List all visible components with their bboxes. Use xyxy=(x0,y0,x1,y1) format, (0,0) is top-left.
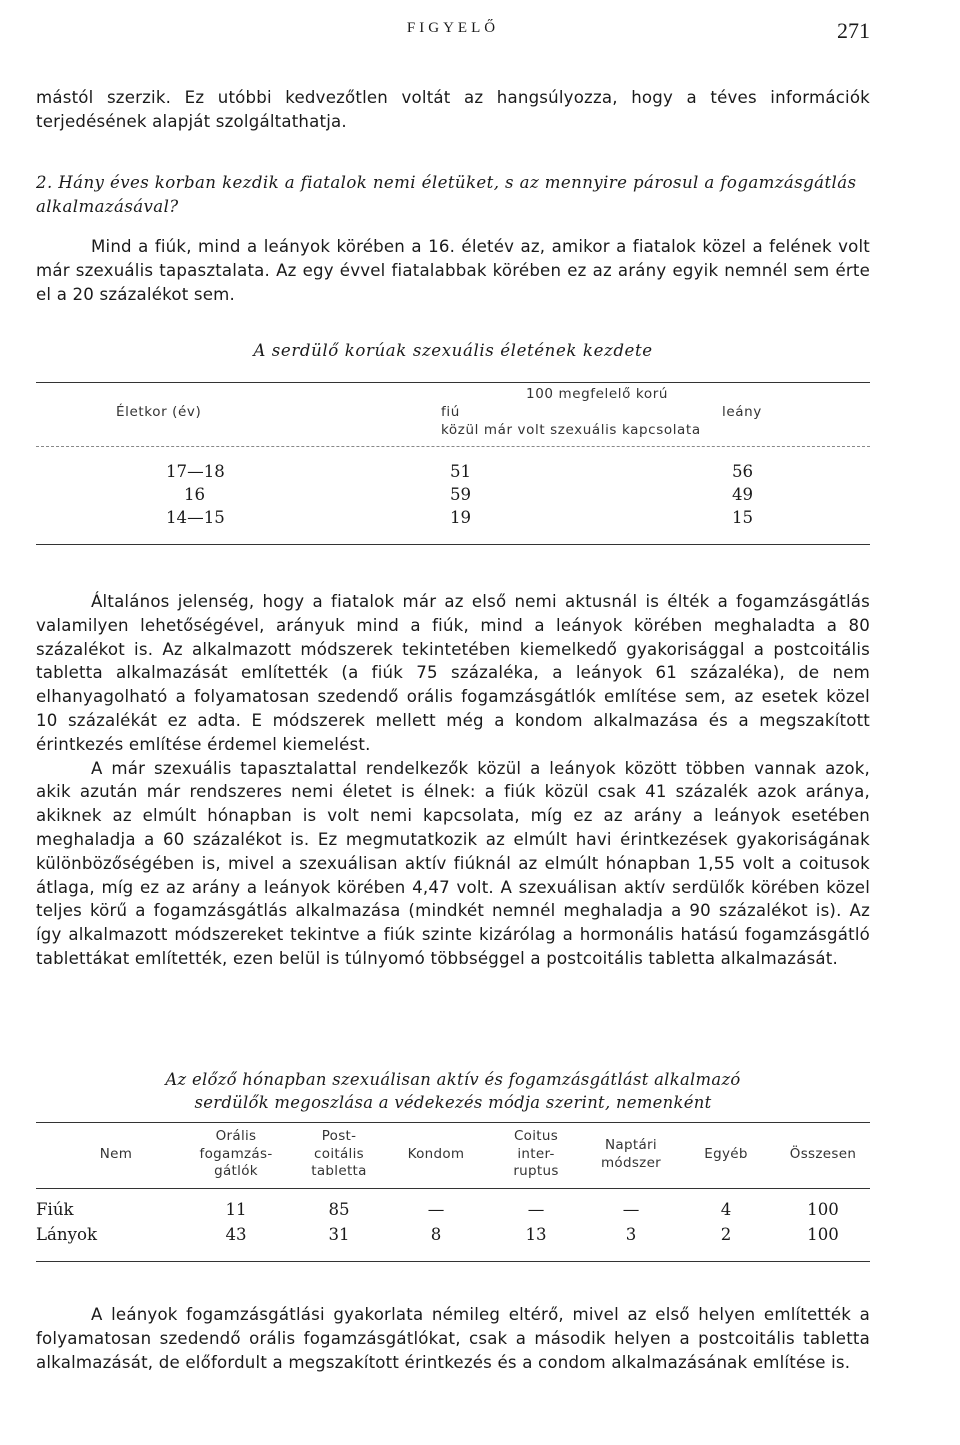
table2-naptari: 3 xyxy=(625,1225,637,1244)
table-row xyxy=(36,485,870,507)
table2-oral: 43 xyxy=(225,1225,247,1244)
table-row xyxy=(36,462,870,484)
table1-boy-value: 51 xyxy=(450,462,472,481)
table1-girl-value: 49 xyxy=(732,485,754,504)
table2-kondom: 8 xyxy=(430,1225,442,1244)
table2-col-oral-l1: Orális xyxy=(215,1128,257,1144)
table1-title: A serdülő korúak szexuális életének kezdete xyxy=(253,341,653,360)
table1-col-subheader: közül már volt szexuális kapcsolata xyxy=(441,422,701,438)
table1-header xyxy=(36,386,870,442)
table2-col-coitus xyxy=(491,1128,581,1181)
table2-header-rule xyxy=(36,1188,870,1189)
paragraph-continued: mástól szerzik. Ez utóbbi kedvezőtlen voltát az hangsúlyozza, hogy a téves információk terjedésének alapját szolgáltathatja. xyxy=(36,88,870,131)
table2-post: 85 xyxy=(328,1200,350,1219)
table2-col-naptari-l2: módszer xyxy=(600,1154,662,1171)
table2-title-line1: Az előző hónapban szexuálisan aktív és fogamzásgátlást alkalmazó xyxy=(165,1070,741,1089)
table2-title xyxy=(36,1068,870,1114)
table2-coitus: — xyxy=(527,1200,545,1219)
paragraph-contraception-first: Általános jelenség, hogy a fiatalok már az első nemi aktusnál is élték a fogamzásgátlás valamilyen lehetőségével, arányuk mind a fiúk, mind a leányok körében meghaladta a 80 százalékot is. Az alkalmazott módszerek tekintetében kiemelkedő gyakorisággal a postcoitális tabletta alkalmazását említették (a fiúk 75 százaléka, a leányok 61 százaléka), de nem elhanyagolható a folyamatosan szedendő orális fogamzásgátlók említése sem, az esetek közel 10 százalékát ez adta. E módszerek mellett még a kondom alkalmazása és a megszakított érintkezés említése érdemel kiemelést. xyxy=(36,592,870,754)
table2-title-line2: serdülők megoszlása a védekezés módja szerint, nemenként xyxy=(194,1093,712,1112)
table2-col-coitus-l1: Coitus xyxy=(513,1128,559,1144)
table2-egyeb: 2 xyxy=(720,1225,732,1244)
table1-bottom-rule xyxy=(36,544,870,545)
table2-osszesen: 100 xyxy=(807,1225,839,1244)
table2-col-nem: Nem xyxy=(99,1146,133,1162)
table2-col-oral xyxy=(186,1128,286,1181)
table-row xyxy=(36,508,870,530)
table1-col-age: Életkor (év) xyxy=(116,404,202,420)
table2-col-coitus-l2: inter- xyxy=(517,1145,555,1162)
table1-top-rule xyxy=(36,382,870,383)
table2-coitus: 13 xyxy=(525,1225,547,1244)
table1-col-boy: fiú xyxy=(441,404,460,420)
paragraph-girls-practice: A leányok fogamzásgátlási gyakorlata némileg eltérő, mivel az első helyen említették a folyamatosan szedendő orális fogamzásgátlókat, csak a második helyen a postcoitális tabletta alkalmazását, de előfordult a megszakított érintkezés és a condom alkalmazásának említése is. xyxy=(36,1305,870,1372)
table2-header xyxy=(36,1128,870,1184)
table2-col-post xyxy=(294,1128,384,1181)
table2-col-egyeb: Egyéb xyxy=(704,1146,748,1162)
table2-col-coitus-l3: ruptus xyxy=(513,1163,559,1179)
table2-nem: Fiúk xyxy=(36,1200,74,1219)
table1-col-group: 100 megfelelő korú xyxy=(526,386,669,402)
page-number: 271 xyxy=(837,18,870,43)
page-header xyxy=(36,16,870,56)
table2-col-post-l3: tabletta xyxy=(311,1163,367,1179)
table2-bottom-rule xyxy=(36,1261,870,1262)
table2-col-post-l1: Post- xyxy=(321,1128,357,1144)
table1-boy-value: 59 xyxy=(450,485,472,504)
table2-col-kondom: Kondom xyxy=(407,1146,465,1162)
table2-osszesen: 100 xyxy=(807,1200,839,1219)
table2-naptari: — xyxy=(622,1200,640,1219)
paragraph-first-sex-age: Mind a fiúk, mind a leányok körében a 16. életév az, amikor a fiatalok közel a felének volt már szexuális tapasztalata. Az egy évvel fiatalabbak körében ez az arány egyik nemnél sem érte el a 20 százalékot sem. xyxy=(36,237,870,304)
table2-nem: Lányok xyxy=(36,1225,98,1244)
table2-post: 31 xyxy=(328,1225,350,1244)
table1-boy-value: 19 xyxy=(450,508,472,527)
table2-col-post-l2: coitális xyxy=(314,1145,364,1162)
section-question: 2. Hány éves korban kezdik a fiatalok nemi életüket, s az mennyire párosul a fogamzásgátlás alkalmazásával? xyxy=(36,173,857,216)
table2-col-oral-l3: gátlók xyxy=(214,1163,258,1179)
table2-oral: 11 xyxy=(225,1200,247,1219)
table2-col-naptari-l1: Naptári xyxy=(605,1137,657,1153)
paragraph-contraception-active: A már szexuális tapasztalattal rendelkezők közül a leányok között többen vannak azok, akik azután már rendszeres nemi életet is élnek: a fiúk közül csak 41 százalék azok aránya, akiknek az elmúlt hónapban is volt nemi kapcsolata, míg ez az arány a leányok esetében meghaladja a 60 százalékot is. Ez megmutatkozik az elmúlt havi érintkezések gyakoriságának különbözőségében is, mivel a szexuálisan aktív fiúknál az elmúlt hónapban 1,55 volt a coitusok átlaga, míg ez az arány a leányok körében 4,47 volt. A szexuálisan aktív serdülők körében közel teljes körű a fogamzásgátlás alkalmazása (mindkét nemnél meghaladja a 90 százalékot is). Az így alkalmazott módszereket tekintve a fiúk szinte kizárólag a hormonális hatású fogamzásgátló tablettákat említették, ezen belül is túlnyomó többséggel a postcoitális tabletta alkalmazását. xyxy=(36,758,870,968)
table-row xyxy=(36,1225,870,1249)
table1-girl-value: 56 xyxy=(732,462,754,481)
table1-age: 17—18 xyxy=(166,462,225,481)
table2-col-osszesen: Összesen xyxy=(789,1146,857,1162)
table1-header-rule xyxy=(36,446,870,447)
paragraph-block-contraception xyxy=(36,590,870,971)
table1-age: 16 xyxy=(184,485,206,504)
table2-kondom: — xyxy=(427,1200,445,1219)
table1-age: 14—15 xyxy=(166,508,225,527)
table1-col-girl: leány xyxy=(722,404,762,420)
table2-top-rule xyxy=(36,1122,870,1123)
table2-col-naptari xyxy=(586,1137,676,1172)
table-row xyxy=(36,1200,870,1224)
running-title: FIGYELŐ xyxy=(406,20,500,36)
table2-egyeb: 4 xyxy=(720,1200,732,1219)
table1-girl-value: 15 xyxy=(732,508,754,527)
table2-col-oral-l2: fogamzás- xyxy=(199,1145,273,1162)
